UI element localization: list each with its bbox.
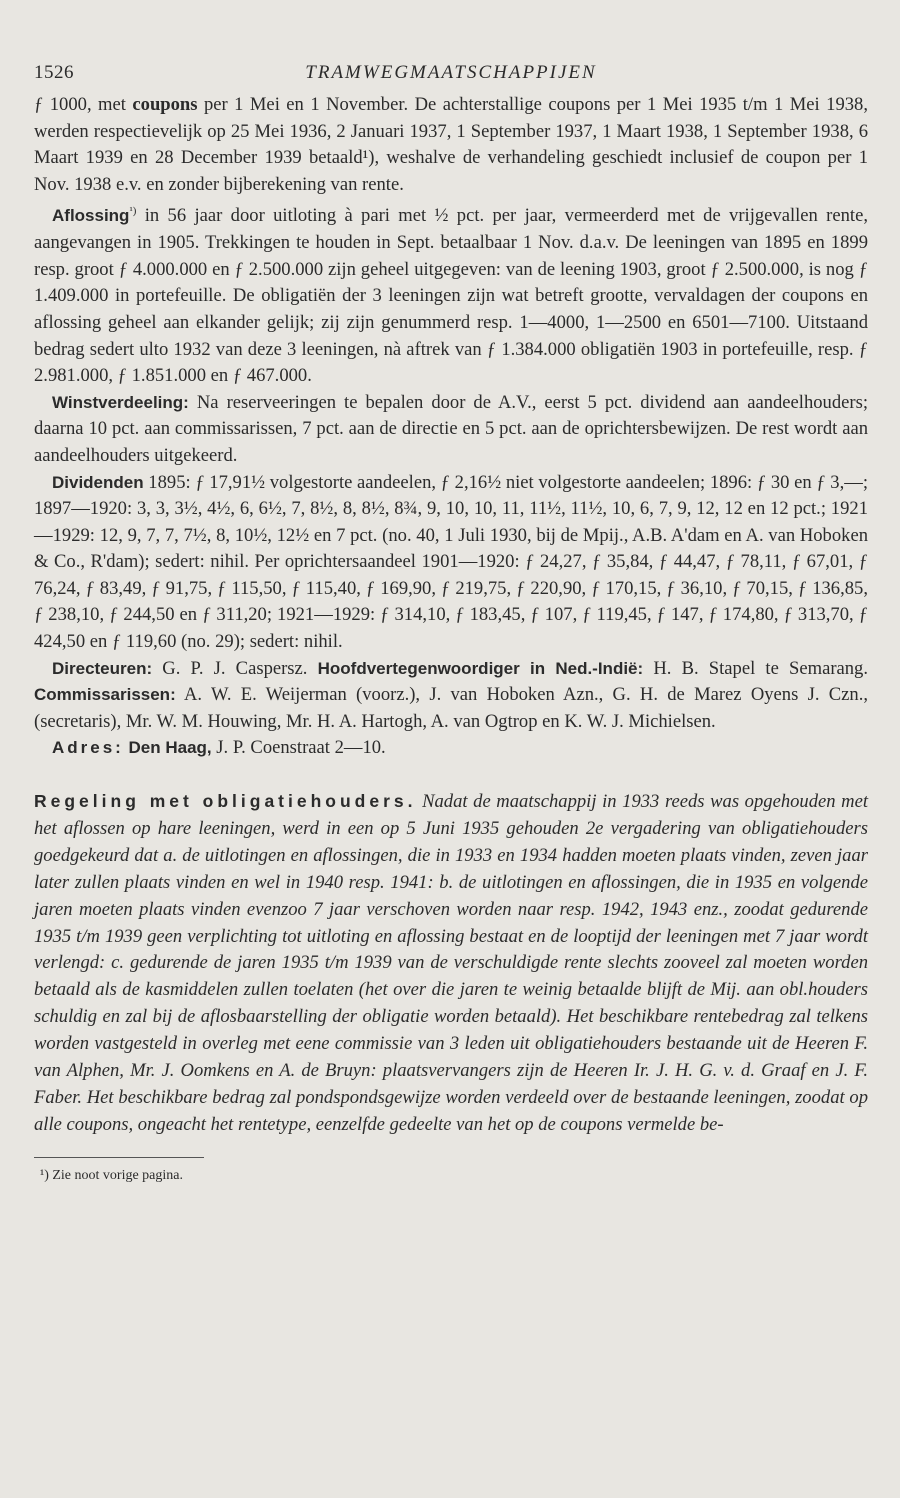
hoofdvertegenwoordiger-label: Hoofdvertegenwoordiger in Ned.-Indië: bbox=[317, 658, 644, 678]
regeling-paragraph bbox=[34, 788, 868, 1139]
page-number: 1526 bbox=[34, 62, 74, 83]
aflossing-label: Aflossing bbox=[52, 206, 130, 226]
footnote: ¹) Zie noot vorige pagina. bbox=[40, 1167, 183, 1183]
bestuur-paragraph: Directeuren: G. P. J. Caspersz. Hoofdvertegenwoordiger in Ned.-Indië: H. B. Stapel te Semarang. Commissarissen: A. W. E. Weijerman (voorz.), J. van Hoboken Azn., G. H. de Marez Oyens J. Czn., (secretaris), Mr. W. M. Houwing, Mr. H. A. Hartogh, A. van Ogtrop en K. W. J. Michielsen. bbox=[34, 657, 869, 732]
winstverdeeling-label: Winstverdeeling: bbox=[52, 392, 189, 412]
directeuren-label: Directeuren: bbox=[52, 658, 153, 678]
running-title: TRAMWEGMAATSCHAPPIJEN bbox=[305, 62, 597, 83]
adres-label: Adres: bbox=[52, 738, 124, 758]
regeling-label: Regeling met obligatiehouders. bbox=[34, 791, 417, 812]
intro-paragraph: ƒ 1000, met coupons per 1 Mei en 1 November. De achterstallige coupons per 1 Mei 1935 t/m 1 Mei 1938, werden respectievelijk op 25 Mei 1936, 2 Januari 1937, 1 September 1937, 1 Maart 1938, 1 September 1938, 6 Maart 1939 en 28 December 1939 betaald¹), weshalve de verhandeling geschiedt inclusief de coupon per 1 Nov. 1938 e.v. en zonder bijberekening van rente. bbox=[34, 94, 868, 195]
adres-paragraph: Adres: Den Haag, J. P. Coenstraat 2—10. bbox=[52, 737, 386, 759]
page-header bbox=[34, 58, 868, 92]
regeling-text: Nadat de maatschappij in 1933 reeds was opgehouden met het aflossen op hare leeningen, werd in een op 5 Juni 1935 gehouden 2e vergadering van obligatiehouders goedgekeurd dat a. de uitlotingen en aflossingen, die in 1933 en 1934 hadden moeten plaats vinden, zeven jaar later zullen plaats vinden en wel in 1940 resp. 1941: b. de uitlotingen en aflossingen, die in 1935 en volgende jaren moeten plaats vinden evenzoo 7 jaar verschoven worden naar resp. 1942, 1943 enz., zoodat gedurende 1935 t/m 1939 geen verplichting tot uitloting en aflossing bestaat en de looptijd der leeningen met 7 jaar wordt verlengd: c. gedurende de jaren 1935 t/m 1939 van de verschuldigde rente slechts zooveel zal moeten worden betaald als de kasmiddelen zullen toelaten (het over die jaren te weinig betaalde blijft de Mij. aan obl.houders schuldig en zal bij de aflosbaarstelling der obligatie worden betaald). Het beschikbare rentebedrag zal telkens worden vastgesteld in overleg met eene commissie van 3 leden uit obligatiehouders bestaande uit de Heeren F. van Alphen, Mr. J. Oomkens en A. de Bruyn: plaatsvervangers zijn de Heeren Ir. J. H. G. v. d. Graaf en J. F. Faber. Het beschikbare bedrag zal pondspondsgewijze worden verdeeld over de bestaande leeningen, zoodat op alle coupons, ongeacht het rentetype, eenzelfde gedeelte van het op de coupons vermelde be- bbox=[34, 791, 869, 1135]
dividenden-paragraph: Dividenden 1895: ƒ 17,91½ volgestorte aandeelen, ƒ 2,16½ niet volgestorte aandeelen; 1896: ƒ 30 en ƒ 3,—; 1897—1920: 3, 3, 3½, 4½, 6, 6½, 7, 8½, 8, 8½, 8¾, 9, 10, 10, 11, 11½, 11½, 10, 6, 7, 9, 12, 12 en 12 pct.; 1921—1929: 12, 9, 7, 7, 7½, 8, 10½, 12½ en 7 pct. (no. 40, 1 Juli 1930, bij de Mpij., A.B. A'dam en A. van Hoboken & Co., R'dam); sedert: nihil. Per oprichtersaandeel 1901—1920: ƒ 24,27, ƒ 35,84, ƒ 44,47, ƒ 78,11, ƒ 67,01, ƒ 76,24, ƒ 83,49, ƒ 91,75, ƒ 115,50, ƒ 115,40, ƒ 169,90, ƒ 219,75, ƒ 220,90, ƒ 170,15, ƒ 36,10, ƒ 70,15, ƒ 136,85, ƒ 238,10, ƒ 244,50 en ƒ 311,20; 1921—1929: ƒ 314,10, ƒ 183,45, ƒ 107, ƒ 119,45, ƒ 147, ƒ 174,80, ƒ 313,70, ƒ 424,50 en ƒ 119,60 (no. 29); sedert: nihil. bbox=[34, 471, 868, 653]
dividenden-label: Dividenden bbox=[52, 472, 144, 492]
adres-city: Den Haag, bbox=[128, 738, 212, 758]
body-text bbox=[34, 92, 868, 762]
coupons-term: coupons bbox=[132, 94, 198, 115]
aflossing-paragraph: Aflossing$^{^1)}$ in 56 jaar door uitloting à pari met ½ pct. per jaar, vermeerderd met de vrijgevallen rente, aangevangen in 1905. Trekkingen te houden in Sept. betaalbaar 1 Nov. d.a.v. De leeningen van 1895 en 1899 resp. groot ƒ 4.000.000 en ƒ 2.500.000 zijn geheel uitgegeven: van de leening 1903, groot ƒ 2.500.000, is nog ƒ 1.409.000 in portefeuille. De obligatiën der 3 leeningen zijn wat betreft grootte, vervaldagen der coupons en aflossing geheel aan elkander gelijk; zij zijn genummerd resp. 1—4000, 1—2500 en 6501—7100. Uitstaand bedrag sedert ulto 1932 van deze 3 leeningen, nà aftrek van ƒ 1.384.000 obligatiën 1903 in portefeuille, resp. ƒ 2.981.000, ƒ 1.851.000 en ƒ 467.000. bbox=[34, 205, 868, 387]
footnote-divider bbox=[34, 1157, 204, 1158]
commissarissen-label: Commissarissen: bbox=[34, 685, 176, 705]
winstverdeeling-paragraph: Winstverdeeling: Na reserveeringen te bepalen door de A.V., eerst 5 pct. dividend aan aandeelhouders; daarna 10 pct. aan commissarissen, 7 pct. aan de directie en 5 pct. aan de oprichtersbewijzen. De rest wordt aan aandeelhouders uitgekeerd. bbox=[34, 391, 868, 466]
